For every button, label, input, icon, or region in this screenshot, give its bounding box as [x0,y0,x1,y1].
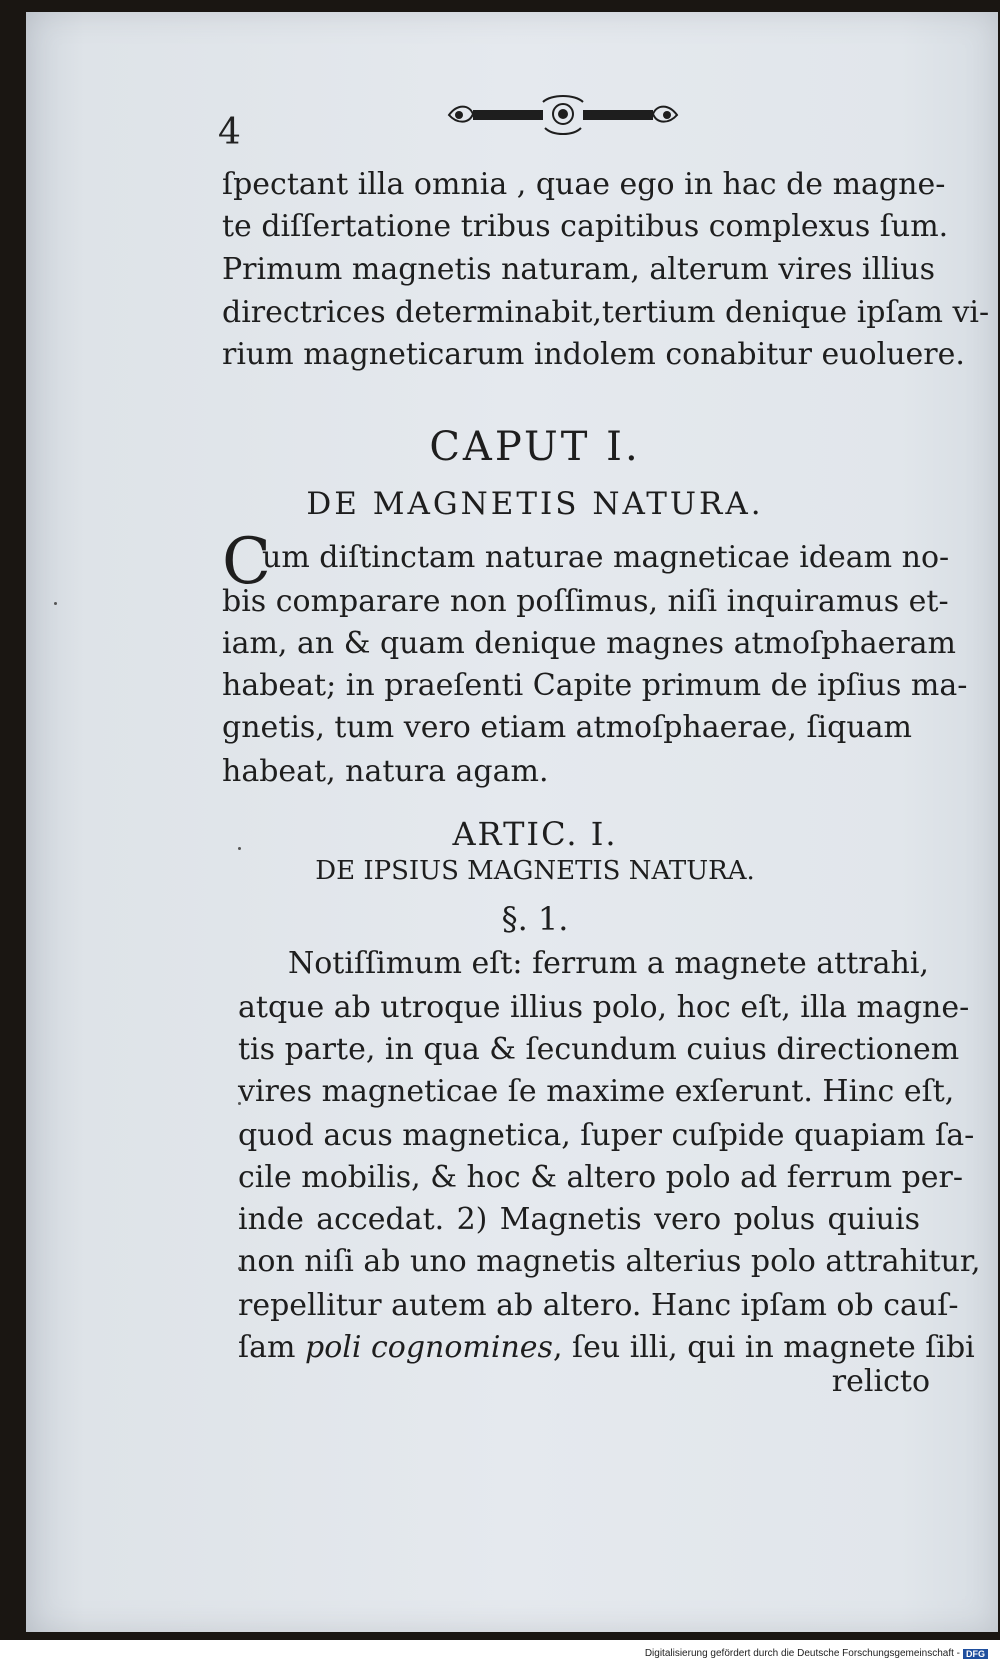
chapter-line: habeat, natura agam. [222,754,549,789]
catchword: relicto [831,1364,930,1399]
last-line-start: ſam [238,1330,305,1365]
article-subtitle: DE IPSIUS MAGNETIS NATURA. [315,856,755,886]
section-line: repellitur autem ab altero. Hanc ipſam ob cauſ- [238,1288,959,1323]
chapter-line: iam, an & quam denique magnes atmoſphaeram [222,626,957,661]
last-line-end: , ſeu illi, qui in magnete ſibi [552,1330,975,1365]
section-line: vires magneticae ſe maxime exſerunt. Hinc eſt, [238,1074,955,1109]
ornamental-headpiece [443,92,683,138]
section-last-line [238,1328,975,1368]
section-line: tis parte, in qua & ſecundum cuius directionem [238,1032,960,1067]
article-title: ARTIC. I. [452,815,618,853]
intro-line: ſpectant illa omnia , quae ego in hac de magne- [222,167,946,202]
chapter-line: um diſtinctam naturae magneticae ideam no- [262,540,950,575]
section-line: Notiſſimum eſt: ferrum a magnete attrahi, [288,946,929,981]
intro-line: te diſſertatione tribus capitibus complexus ſum. [222,209,949,244]
chapter-subtitle: DE MAGNETIS NATURA. [306,486,764,522]
chapter-title: CAPUT I. [429,424,641,470]
chapter-line: gnetis, tum vero etiam atmoſphaerae, ſiquam [222,710,912,745]
section-line: quod acus magnetica, ſuper cuſpide quapiam ſa- [238,1118,975,1153]
section-line: inde accedat. 2) Magnetis vero polus quiuis [238,1202,920,1237]
drop-cap: C [222,525,271,599]
chapter-line: habeat; in praeſenti Capite primum de ipſius ma- [222,668,968,703]
chapter-line: bis comparare non poſſimus, niſi inquiramus et- [222,584,949,619]
intro-line: rium magneticarum indolem conabitur euoluere. [222,337,965,372]
section-line: cile mobilis, & hoc & altero polo ad ferrum per- [238,1160,964,1195]
intro-line: Primum magnetis naturam, alterum vires illius [222,252,935,287]
dfg-logo: DFG [963,1649,988,1659]
italic-term: poli cognomines [304,1330,553,1365]
paper-spot [54,602,57,605]
footer-credit [645,1648,988,1659]
page-number: 4 [218,112,241,153]
intro-line: directrices determinabit,tertium denique ipſam vi- [222,295,990,330]
section-mark: §. 1. [501,900,569,938]
section-line: atque ab utroque illius polo, hoc eſt, illa magne- [238,990,970,1025]
footer-text: Digitalisierung gefördert durch die Deutsche Forschungsgemeinschaft - [644,1648,960,1659]
section-line: non niſi ab uno magnetis alterius polo attrahitur, [238,1244,981,1279]
